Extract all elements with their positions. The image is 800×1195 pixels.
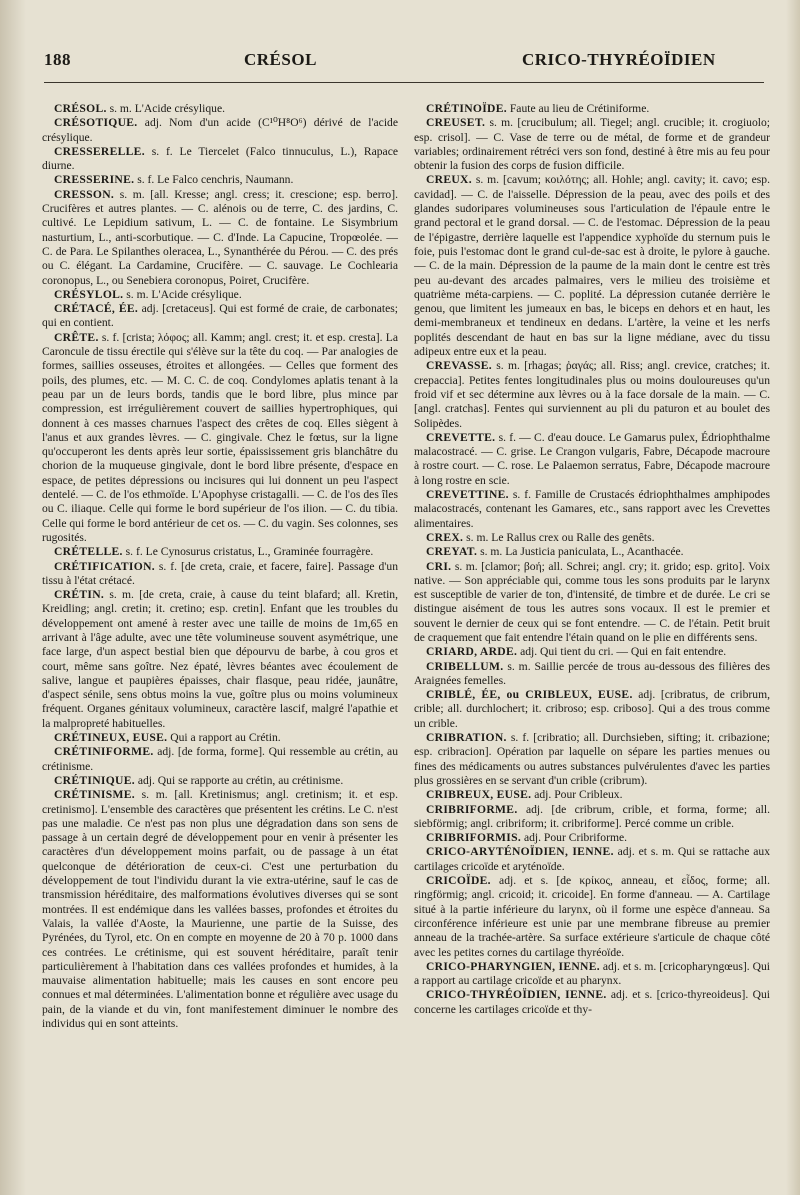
entry-definition: adj. [cretaceus]. Qui est formé de craie, de carbonates; qui en contient. <box>42 302 398 330</box>
entry-definition: adj. Qui tient du cri. — Qui en fait entendre. <box>520 645 727 659</box>
entry-headword: CRÉTINIFORME. <box>54 745 154 759</box>
entry-definition: s. m. [all. Kretinismus; angl. cretinism; it. et esp. cretinismo]. L'ensemble des caractères que présentent les crétins. Le C. n'est pas une maladie. Ce n'est pas non plus une dégradation dans son sens de passage à un certain degré de développement pour en venir à présenter les caractères d'un développement moins parfait, ou de passage à un état quelconque de détérioration de ceux-ci. C'est une perturbation du développement de tout l'individu durant la vie extra-utérine, sauf le cas de transmission héréditaire, des malformations évolutives diverses qui se sont montrées. Il est endémique dans les vallées basses, profondes et étroites du Valais, la vallée d'Aoste, la Maurienne, une partie de la Suisse, des Pyrénées, du Tyrol, etc. On en compte en moyenne de 20 à 70 p. 1000 dans ces contrées. Le crétinisme, qui est souvent héréditaire, paraît tenir particulièrement à l'habitation dans ces vallées profondes et humides, à la mauvaise alimentation habituelle; mais les causes en sont encore peu connues et mal déterminées. L'alimentation bonne et régulière avec usage du pain, de la viande et du vin, font manifestement diminuer le nombre des individus qui en sont atteints. <box>42 788 398 1030</box>
dictionary-entry <box>414 488 770 531</box>
entry-headword: CRIBRATION. <box>426 731 507 745</box>
entry-definition: adj. Nom d'un acide (C¹⁰H⁸O⁶) dérivé de l'acide crésylique. <box>42 116 398 144</box>
entry-definition: adj. Pour Cribleux. <box>534 788 623 802</box>
dictionary-entry <box>414 560 770 646</box>
entry-headword: CRÉSYLOL. <box>54 287 124 301</box>
dictionary-entry <box>414 116 770 173</box>
entry-definition: s. m. [clamor; βοή; all. Schrei; angl. cry; it. grido; esp. grito]. Voix native. — Son appréciable qui, comme tous les sons produits par le larynx est susceptible de varier de ton, d'intensité, de timbre et de durée. Le cri se distingue aisément de tous les autres sons vocaux. Il est le premier et souvent le dernier de ceux qui se font entendre. — C. de l'étain. Petit bruit de craquement que fait entendre l'étain quand on le plie en différents sens. <box>414 559 770 644</box>
page-gutter-shadow <box>0 0 26 1195</box>
dictionary-entry <box>42 774 398 788</box>
dictionary-entry <box>42 173 398 187</box>
entry-definition: adj. et s. m. Qui se rattache aux cartilages cricoïde et aryténoïde. <box>414 845 770 873</box>
dictionary-entry <box>414 845 770 874</box>
entry-definition: s. f. Famille de Crustacés édriophthalmes amphipodes malacostracés, contenant les Gamares, etc., sans rapport avec les Crevettes alimentaires. <box>414 488 770 530</box>
dictionary-entry <box>42 588 398 731</box>
entry-definition: adj. Pour Cribriforme. <box>523 831 628 845</box>
entry-definition: adj. [de cribrum, crible, et forma, forme; all. siebförmig; angl. cribriform; it. cribriforme]. Percé comme un crible. <box>414 802 770 830</box>
entry-definition: adj. Qui se rapporte au crétin, au crétinisme. <box>137 773 344 787</box>
entry-definition: adj. et s. [de κρίκος, anneau, et εἶδος, forme; all. ringförmig; angl. cricoid; it. cricoide]. En forme d'anneau. — A. Cartilage situé à la partie inférieure du larynx, où il forme une espèce d'anneau. Sa circonférence inférieure est unie par une membrane fibreuse au premier anneau de la trachée-artère. Sa surface extérieure s'articule de chaque côté avec les petites cornes du cartilage thyréoïde. <box>414 874 770 959</box>
entry-definition: Faute au lieu de Crétiniforme. <box>509 102 650 115</box>
entry-headword: CRÉTINEUX, EUSE. <box>54 731 168 745</box>
dictionary-entry <box>414 359 770 430</box>
right-column <box>414 102 770 1182</box>
dictionary-entry <box>414 874 770 960</box>
page-number: 188 <box>44 50 71 69</box>
dictionary-entry <box>42 560 398 589</box>
entry-headword: CREVETTE. <box>426 430 496 444</box>
entry-definition: s. m. [de creta, craie, à cause du teint blafard; all. Kretin, Kreidling; angl. cretin; it. cretino; esp. cretin]. Enfant que les troubles du développement ont amené à rester avec une taille de moins de 1m,65 en arrivant à l'âge adulte, avec une tête volumineuse souvent asymétrique, une face large, d'un aspect bestial bien que dépourvu de barbe, à cou gros et court, même sans goître. Nez épaté, lèvres béantes avec écoulement de salive, langue et paupières épaisses, chair flasque, peau ridée, jaunâtre, d'aspect sénile, sens obtus moins la vue, goître plus ou moins volumineux fréquent. Organes génitaux volumineux, caractère lascif, malgré l'apathie et la malpropreté habituelles. <box>42 588 398 730</box>
dictionary-entry <box>42 288 398 302</box>
entry-headword: CRÉSOTIQUE. <box>54 116 138 130</box>
entry-headword: CRI. <box>426 559 452 573</box>
entry-definition: s. f. [cribratio; all. Durchsieben, sifting; it. cribazione; esp. cribracion]. Opération par laquelle on sépare les parties menues ou fines des médicaments ou autres substances pulvérulentes d'avec les parties plus grossières en se servant d'un crible (cribrum). <box>414 731 770 787</box>
entry-headword: CRÉTIN. <box>54 588 105 602</box>
entry-headword: CRIBELLUM. <box>426 659 504 673</box>
dictionary-entry <box>42 102 398 116</box>
entry-headword: CRÉTACÉ, ÉE. <box>54 302 139 316</box>
dictionary-entry <box>414 731 770 788</box>
dictionary-entry <box>42 788 398 1031</box>
entry-definition: s. m. L'Acide crésylique. <box>109 102 226 115</box>
entry-headword: CRÉTINIQUE. <box>54 773 135 787</box>
dictionary-entry <box>414 788 770 802</box>
dictionary-entry <box>414 960 770 989</box>
right-guide-word: CRICO-THYRÉOÏDIEN <box>522 50 716 69</box>
dictionary-entry <box>42 745 398 774</box>
dictionary-entry <box>414 688 770 731</box>
entry-headword: CRESSON. <box>54 187 115 201</box>
entry-headword: CRICO-PHARYNGIEN, IENNE. <box>426 959 600 973</box>
dictionary-entry <box>42 116 398 145</box>
dictionary-entry <box>414 545 770 559</box>
dictionary-entry <box>414 988 770 1017</box>
entry-headword: CRIBRIFORMIS. <box>426 831 522 845</box>
entry-headword: CRÉTINOÏDE. <box>426 102 507 115</box>
dictionary-entry <box>414 173 770 359</box>
dictionary-entry <box>414 431 770 488</box>
entry-definition: s. m. [all. Kresse; angl. cress; it. crescione; esp. berro]. Crucifères et autres plantes. — C. alénois ou de terre, C. des jardins, C. cultivé. Le Lepidium sativum, L. — C. de fontaine. Le Sisymbrium nasturtium, L., anti-scorbutique. — C. d'Inde. La Capucine, Tropœolée. — C. de Para. Le Spilanthes oleracea, L., Synanthérée du Pérou. — C. des prés ou C. élégant. La Cardamine, Crucifère. — C. sauvage. Le Cochlearia coronopus, L., ou Senebiera coronopus, Poiret, Crucifère. <box>42 187 398 287</box>
page-edge-shadow <box>786 0 800 1195</box>
entry-definition: s. m. La Justicia paniculata, L., Acanthacée. <box>480 545 684 559</box>
dictionary-entry <box>42 545 398 559</box>
entry-headword: CRIBLÉ, ÉE, ou CRIBLEUX, EUSE. <box>426 688 633 702</box>
entry-definition: s. m. [cavum; κοιλότης; all. Hohle; angl. cavity; it. cavo; esp. cavidad]. — C. de l'aisselle. Dépression de la peau, avec des poils et des glandes sudoripares volumineuses sous l'articulation de l'épaule entre le grand pectoral et le grand dorsal. — C. de l'estomac. Dépression de la peau de l'épigastre, derrière laquelle est l'appendice xyphoïde du sternum puis le foie, puis l'estomac dont le grand cul-de-sac est à droite, le pylore à gauche. — C. de la main. Dépression de la paume de la main dont le centre est très peu au-devant des arcades palmaires, vers le milieu des troisième et quatrième méta-carpiens. — C. poplité. La dépression cutanée derrière le genou, que limitent les jumeaux en bas, le biceps en dehors et en haut, les demi-membraneux et tendineux en dedans. L'artère, la veine et les nerfs poplités descendant de haut en bas sur la ligne médiane, avec du tissu adipeux entre eux et la peau. <box>414 173 770 359</box>
entry-headword: CRESSERINE. <box>54 173 135 187</box>
entry-definition: s. f. Le Cynosurus cristatus, L., Graminée fourragère. <box>125 545 374 559</box>
entry-definition: s. m. L'Acide crésylique. <box>126 287 242 301</box>
entry-headword: CRÉTIFICATION. <box>54 559 155 573</box>
entry-headword: CRICO-ARYTÉNOÏDIEN, IENNE. <box>426 845 614 859</box>
entry-definition: s. f. [de creta, craie, et facere, faire]. Passage d'un tissu à l'état crétacé. <box>42 559 398 587</box>
dictionary-entry <box>414 803 770 832</box>
left-guide-word: CRÉSOL <box>244 50 317 69</box>
entry-headword: CREUX. <box>426 173 472 187</box>
entry-headword: CRÉTINISME. <box>54 788 135 802</box>
entry-headword: CRICO-THYRÉOÏDIEN, IENNE. <box>426 988 607 1002</box>
entry-headword: CREX. <box>426 530 464 544</box>
entry-headword: CRÉTELLE. <box>54 545 123 559</box>
dictionary-entry <box>414 531 770 545</box>
running-head <box>44 50 764 74</box>
entry-headword: CRÉSOL. <box>54 102 107 115</box>
entry-definition: s. m. Le Rallus crex ou Ralle des genêts. <box>466 530 655 544</box>
entry-definition: s. f. Le Falco cenchris, Naumann. <box>137 173 294 187</box>
entry-headword: CREVETTINE. <box>426 488 509 502</box>
entry-definition: s. f. [crista; λόφος; all. Kamm; angl. crest; it. et esp. cresta]. La Caroncule de tissu érectile qui s'élève sur la tête du coq. — Par analogies de formes, saillies osseuses, étroites et allongées. — Celles que forment des poils, des plumes, etc. — M. C. C. de coq. Condylomes aplatis tenant à la peau par un de leurs bords, tandis que le bord libre, plus mince par compression, est irrégulièrement couvert de saillies hypertrophiques, qui donnent à ces masses charnues l'aspect des crêtes de coq. Elles siègent à l'anus et aux grandes lèvres. — C. gingivale. Chez le fœtus, sur la ligne qu'occuperont les dents après leur sortie, épaississement gris blanchâtre du chorion de la muqueuse gingivale, dont le bord libre présente, d'espace en espace, de petites dépressions ou incisures qui lui donnent un peu l'aspect dentelé. — C. de l'os ethmoïde. L'Apophyse cristagalli. — C. de l'os des îles ou C. iliaque. Celle qui forme le bord supérieur de l'os ilion. — C. du tibia. Celle qui forme le bord antérieur de cet os. — C. du vagin. Ses colonnes, ses rugosités. <box>42 330 398 544</box>
entry-definition: s. f. — C. d'eau douce. Le Gamarus pulex, Édriophthalme malacostracé. — C. grise. Le Crangon vulgaris, Fabre, Décapode macroure à rostre court. — C. rose. Le Palaemon serratus, Fabre, Décapode macroure à long rostre en scie. <box>414 430 770 487</box>
dictionary-entry <box>414 831 770 845</box>
entry-headword: CRÊTE. <box>54 330 99 344</box>
entry-definition: adj. et s. m. [cricopharyngœus]. Qui a rapport au cartilage cricoïde et au pharynx. <box>414 959 770 988</box>
entry-definition: Qui a rapport au Crétin. <box>170 731 281 745</box>
dictionary-entry <box>414 102 770 116</box>
entry-headword: CREYAT. <box>426 545 478 559</box>
left-column <box>42 102 398 1182</box>
entry-headword: CRIBRIFORME. <box>426 802 518 816</box>
dictionary-entry <box>42 331 398 545</box>
entry-headword: CREVASSE. <box>426 359 492 373</box>
dictionary-entry <box>414 660 770 689</box>
entry-definition: s. m. [crucibulum; all. Tiegel; angl. crucible; it. crogiuolo; esp. crisol]. — C. Vase de terre ou de métal, de forme et de grandeur variables; ordinairement rétréci vers son fond, destiné à être mis au feu pour obtenir la fusion des corps de fusion difficile. <box>414 116 770 173</box>
dictionary-entry <box>42 731 398 745</box>
entry-definition: s. f. Le Tiercelet (Falco tinnuculus, L.), Rapace diurne. <box>42 144 398 173</box>
entry-headword: CRIBREUX, EUSE. <box>426 788 532 802</box>
entry-definition: s. m. [rhagas; ῥαγάς; all. Riss; angl. crevice, cratches; it. crepaccia]. Petites fentes longitudinales plus ou moins douloureuses qu'un froid vif et sec détermine aux lèvres ou à la face dorsale de la main. — C. [angl. cratchas]. Fentes qui surviennent au pli du paturon et au boulet des Solipèdes. <box>414 359 770 430</box>
entry-headword: CRICOÏDE. <box>426 874 491 888</box>
dictionary-entry <box>42 188 398 288</box>
entry-definition: s. m. Saillie percée de trous au-dessous des filières des Araignées femelles. <box>414 659 770 687</box>
entry-definition: adj. [cribratus, de cribrum, crible; all. durchlochert; it. cribroso; esp. criboso]. Qui a des trous comme un crible. <box>414 688 770 730</box>
entry-headword: CRIARD, ARDE. <box>426 645 518 659</box>
dictionary-entry <box>414 645 770 659</box>
dictionary-entry <box>42 302 398 331</box>
entry-definition: adj. et s. [crico-thyreoideus]. Qui concerne les cartilages cricoïde et thy- <box>414 988 770 1016</box>
entry-definition: adj. [de forma, forme]. Qui ressemble au crétin, au crétinisme. <box>42 745 398 773</box>
entry-headword: CRESSERELLE. <box>54 144 145 158</box>
dictionary-entry <box>42 145 398 174</box>
entry-headword: CREUSET. <box>426 116 486 130</box>
header-rule <box>44 82 764 83</box>
